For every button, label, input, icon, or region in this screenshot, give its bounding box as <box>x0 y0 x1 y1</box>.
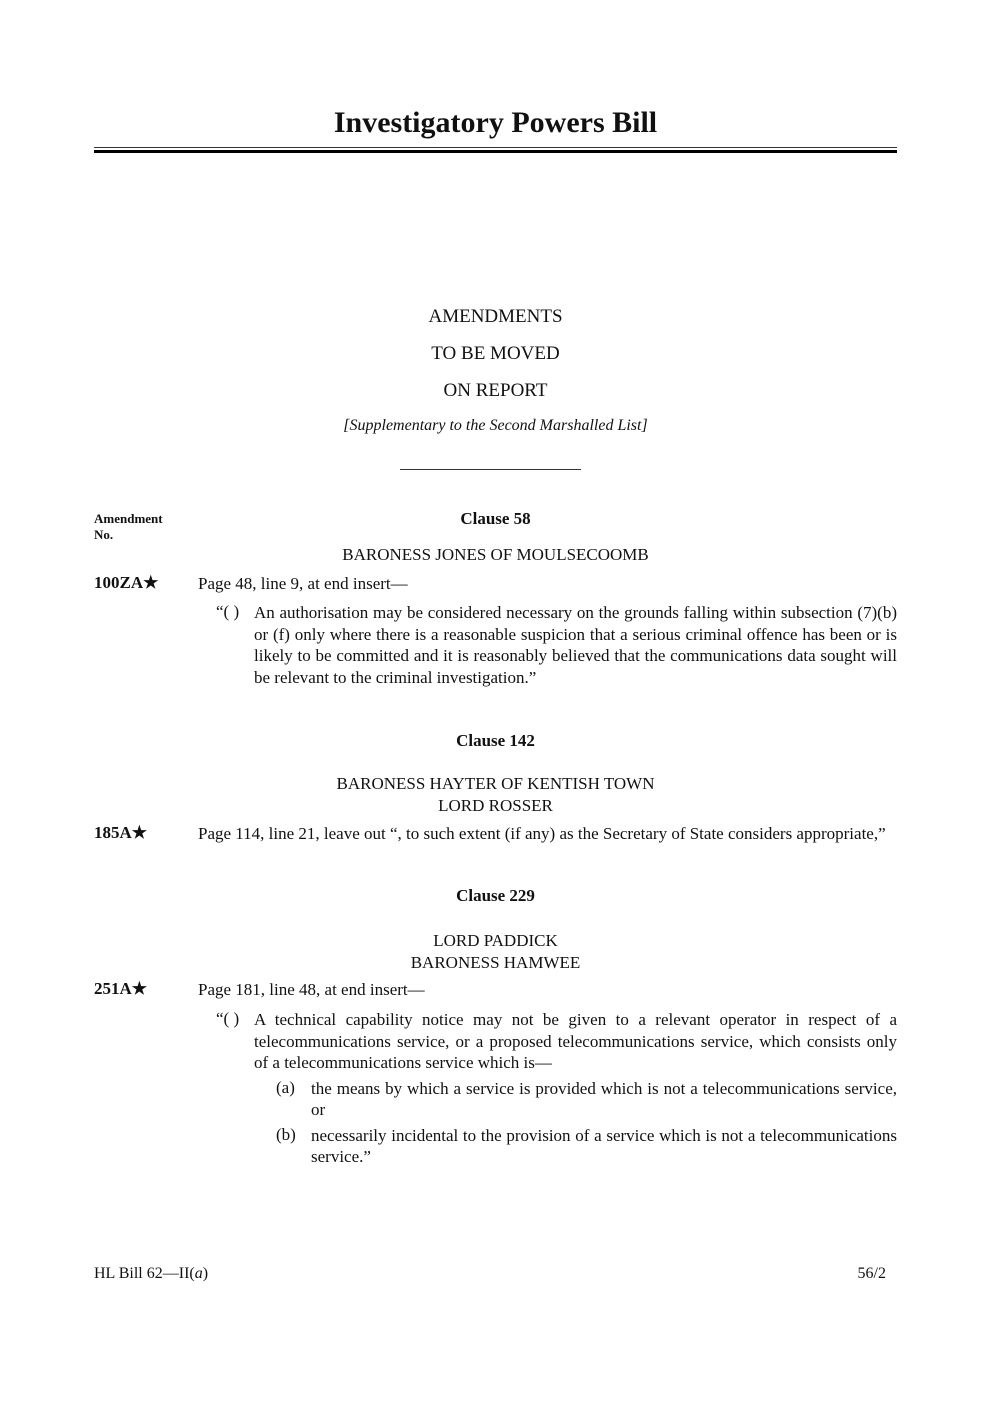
bill-ref-prefix: HL Bill 62—II( <box>94 1265 195 1282</box>
title-rule-thin <box>94 147 897 148</box>
heading-line-3: ON REPORT <box>443 380 548 401</box>
member-name: BARONESS HAMWEE <box>410 953 581 972</box>
subheading: [Supplementary to the Second Marshalled List] <box>343 417 648 434</box>
title-rule-thick <box>94 150 897 153</box>
quote-marker: “( ) <box>216 602 240 621</box>
inserted-text: A technical capability notice may not be given to a relevant operator in respect of a telecommunications service, or a proposed telecommunications service, which consists only of a telecommunications service which is— <box>254 1010 897 1072</box>
amendment-label-line2: No. <box>94 527 114 542</box>
amendment-number: 251A★ <box>94 979 148 998</box>
paragraph-text: necessarily incidental to the provision of a service which is not a telecommunications service.” <box>311 1126 897 1166</box>
section-divider <box>400 469 581 470</box>
document-title: Investigatory Powers Bill <box>333 106 658 139</box>
amendment-number: 100ZA★ <box>94 573 159 592</box>
amendment-instruction: Page 48, line 9, at end insert— <box>198 574 408 593</box>
quote-marker: “( ) <box>216 1009 240 1028</box>
paragraph-text: the means by which a service is provided which is not a telecommunications service, or <box>311 1079 897 1119</box>
inserted-text: An authorisation may be considered necessary on the grounds falling within subsection (7)(b) or (f) only where there is a reasonable suspicion that a serious criminal offence has been or is likely to be committed and it is reasonably believed that the communications data sought will be relevant to the criminal investigation.” <box>254 603 897 687</box>
clause-heading: Clause 142 <box>456 731 535 750</box>
member-name: LORD PADDICK <box>433 931 558 950</box>
paragraph-label: (a) <box>276 1078 295 1097</box>
page-reference: 56/2 <box>857 1265 886 1282</box>
amendment-number: 185A★ <box>94 823 148 842</box>
clause-heading: Clause 229 <box>456 886 535 905</box>
member-name: LORD ROSSER <box>438 796 553 815</box>
bill-ref-suffix: ) <box>202 1265 209 1282</box>
member-name: BARONESS HAYTER OF KENTISH TOWN <box>336 774 655 793</box>
heading-line-1: AMENDMENTS <box>428 306 563 327</box>
bill-reference <box>94 1265 208 1283</box>
amendment-instruction: Page 114, line 21, leave out “, to such extent (if any) as the Secretary of State considers appropriate,” <box>198 824 886 843</box>
member-name: BARONESS JONES OF MOULSECOOMB <box>342 545 649 564</box>
paragraph-label: (b) <box>276 1125 296 1144</box>
bill-ref-italic: a <box>194 1265 203 1282</box>
amendment-instruction: Page 181, line 48, at end insert— <box>198 980 425 999</box>
clause-heading: Clause 58 <box>460 509 531 528</box>
amendment-label-line1: Amendment <box>94 511 163 526</box>
heading-line-2: TO BE MOVED <box>431 343 560 364</box>
